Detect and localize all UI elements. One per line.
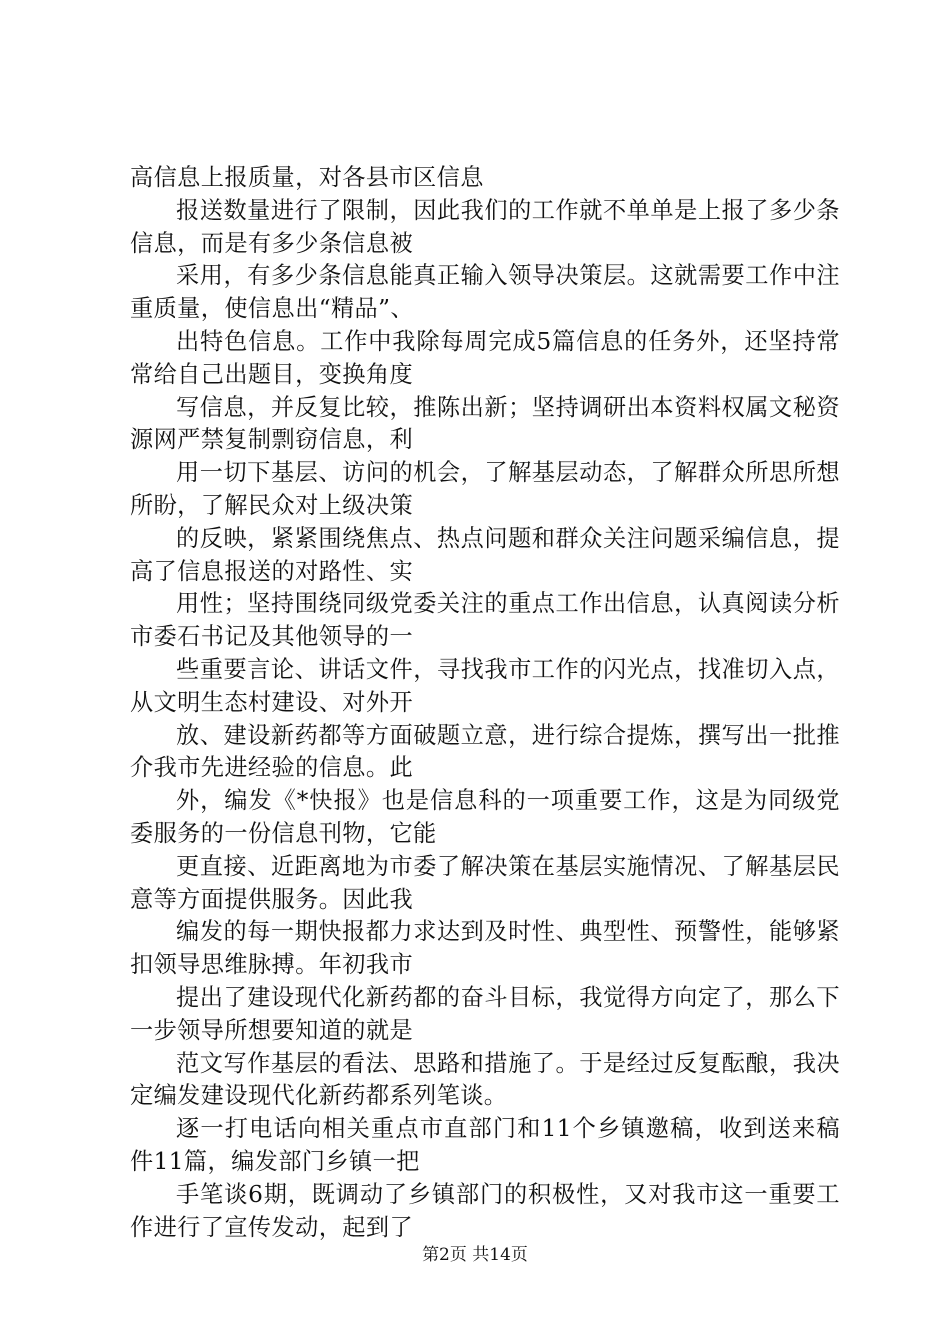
paragraph: 出特色信息。工作中我除每周完成5篇信息的任务外，还坚持常常给自己出题目，变换角度	[130, 327, 840, 388]
paragraph: 编发的每一期快报都力求达到及时性、典型性、预警性，能够紧扣领导思维脉搏。年初我市	[130, 918, 840, 979]
paragraph: 的反映，紧紧围绕焦点、热点问题和群众关注问题采编信息，提高了信息报送的对路性、实	[130, 524, 840, 585]
paragraph: 写信息，并反复比较，推陈出新；坚持调研出本资料权属文秘资源网严禁复制剽窃信息，利	[130, 393, 840, 454]
paragraph: 高信息上报质量，对各县市区信息	[130, 164, 484, 191]
paragraph: 用性；坚持围绕同级党委关注的重点工作出信息，认真阅读分析市委石书记及其他领导的一	[130, 590, 840, 651]
document-body	[130, 162, 840, 1244]
page-number-footer: 第2页 共14页	[422, 1245, 528, 1265]
paragraph: 手笔谈6期，既调动了乡镇部门的积极性，又对我市这一重要工作进行了宣传发动，起到了	[130, 1180, 840, 1241]
paragraph: 外，编发《*快报》也是信息科的一项重要工作，这是为同级党委服务的一份信息刊物，它能	[130, 787, 840, 847]
paragraph: 些重要言论、讲话文件，寻找我市工作的闪光点，找准切入点，从文明生态村建设、对外开	[130, 655, 840, 716]
paragraph: 报送数量进行了限制，因此我们的工作就不单单是上报了多少条信息，而是有多少条信息被	[130, 196, 840, 257]
paragraph: 采用，有多少条信息能真正输入领导决策层。这就需要工作中注重质量，使信息出“精品”、	[130, 262, 840, 323]
paragraph: 放、建设新药都等方面破题立意，进行综合提炼，撰写出一批推介我市先进经验的信息。此	[130, 721, 840, 782]
paragraph: 范文写作基层的看法、思路和措施了。于是经过反复酝酿，我决定编发建设现代化新药都系列笔谈。	[130, 1049, 840, 1110]
paragraph: 用一切下基层、访问的机会，了解基层动态，了解群众所思所想所盼，了解民众对上级决策	[130, 459, 840, 519]
paragraph: 更直接、近距离地为市委了解决策在基层实施情况、了解基层民意等方面提供服务。因此我	[130, 852, 840, 913]
paragraph: 提出了建设现代化新药都的奋斗目标，我觉得方向定了，那么下一步领导所想要知道的就是	[130, 983, 840, 1044]
paragraph: 逐一打电话向相关重点市直部门和11个乡镇邀稿，收到送来稿件11篇，编发部门乡镇一把	[130, 1115, 840, 1175]
